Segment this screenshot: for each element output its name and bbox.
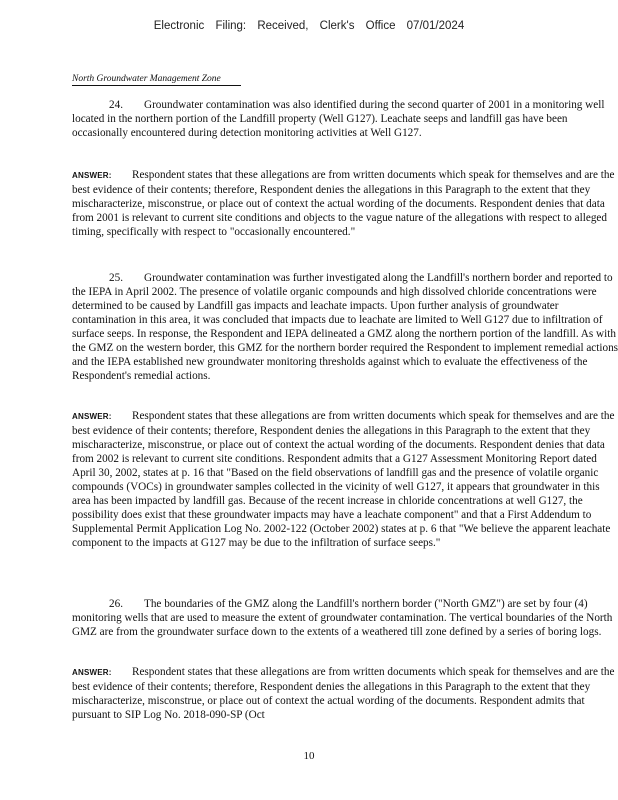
- answer-text: Respondent states that these allegations are from written documents which speak for themselves and are the best evidence of their contents; therefore, Respondent denies the allegations in this Paragraph to the extent that they mischaracterize, misconstrue, or place out of context the actual wording of the documents. Respondent denies that data from 2002 is relevant to current site conditions. Respondent admits that a G127 Assessment Monitoring Report dated April 30, 2002, states at p. 16 that "Based on the field observations of landfill gas and the presence of volatile organic compounds (VOCs) in groundwater samples collected in the vicinity of well G127, it appears that groundwater in this area has been impacted by landfill gas. Because of the recent increase in chloride concentrations at well G127, the possibility does exist that these groundwater impacts may have a leachate component" and that a First Addendum to Supplemental Permit Application Log No. 2002-122 (October 2002) states at p. 6 that "We believe the apparent leachate component to the impacts at G127 may be due to the infiltration of surface seeps.": [72, 410, 615, 549]
- paragraph-number: 25.: [109, 272, 123, 284]
- paragraph-text: Groundwater contamination was also identified during the second quarter of 2001 in a monitoring well located in the northern portion of the Landfill property (Well G127). Leachate seeps and landfill gas have been occasionally encountered during detection monitoring activities at Well G127.: [72, 99, 605, 139]
- paragraph-26: [72, 597, 618, 639]
- answer-25: [72, 409, 618, 550]
- paragraph-number: 26.: [109, 598, 123, 610]
- section-title: North Groundwater Management Zone: [72, 73, 241, 86]
- answer-24: [72, 168, 618, 239]
- paragraph-text: Groundwater contamination was further investigated along the Landfill's northern border and reported to the IEPA in April 2002. The presence of volatile organic compounds and high dissolved chloride concentrations were determined to be caused by Landfill gas impacts and leachate impacts. Upon further analysis of groundwater contamination in this area, it was concluded that impacts due to leachate are limited to Well G127 due to infiltration of surface seeps. In response, the Respondent and IEPA delineated a GMZ along the northern portion of the landfill. As with the GMZ on the western border, this GMZ for the northern border required the Respondent to implement remedial actions and the IEPA established new groundwater monitoring thresholds against which to evaluate the effectiveness of the Respondent's remedial actions.: [72, 272, 618, 382]
- paragraph-25: [72, 271, 618, 383]
- answer-label: ANSWER:: [72, 668, 112, 677]
- electronic-filing-header: Electronic Filing: Received, Clerk's Office 07/01/2024: [153, 20, 465, 32]
- answer-text: Respondent states that these allegations are from written documents which speak for themselves and are the best evidence of their contents; therefore, Respondent denies the allegations in this Paragraph to the extent that they mischaracterize, misconstrue, or place out of context the actual wording of the documents. Respondent denies that data from 2001 is relevant to current site conditions and objects to the vague nature of the allegations with respect to alleged timing, specifically with respect to "occasionally encountered.": [72, 169, 615, 238]
- paragraph-text: The boundaries of the GMZ along the Landfill's northern border ("North GMZ") are set by four (4) monitoring wells that are used to measure the extent of groundwater contamination. The vertical boundaries of the North GMZ are from the groundwater surface down to the extents of a weathered till zone defined by a series of boring logs.: [72, 598, 613, 638]
- answer-text: Respondent states that these allegations are from written documents which speak for themselves and are the best evidence of their contents; therefore, Respondent denies the allegations in this Paragraph to the extent that they mischaracterize, misconstrue, or place out of context the actual wording of the documents. Respondent admits that pursuant to SIP Log No. 2018-090-SP (Oct: [72, 666, 615, 721]
- paragraph-number: 24.: [109, 99, 123, 111]
- answer-label: ANSWER:: [72, 412, 112, 421]
- page-number: 10: [303, 750, 315, 762]
- paragraph-24: [72, 98, 618, 140]
- answer-label: ANSWER:: [72, 171, 112, 180]
- answer-26: [72, 665, 618, 722]
